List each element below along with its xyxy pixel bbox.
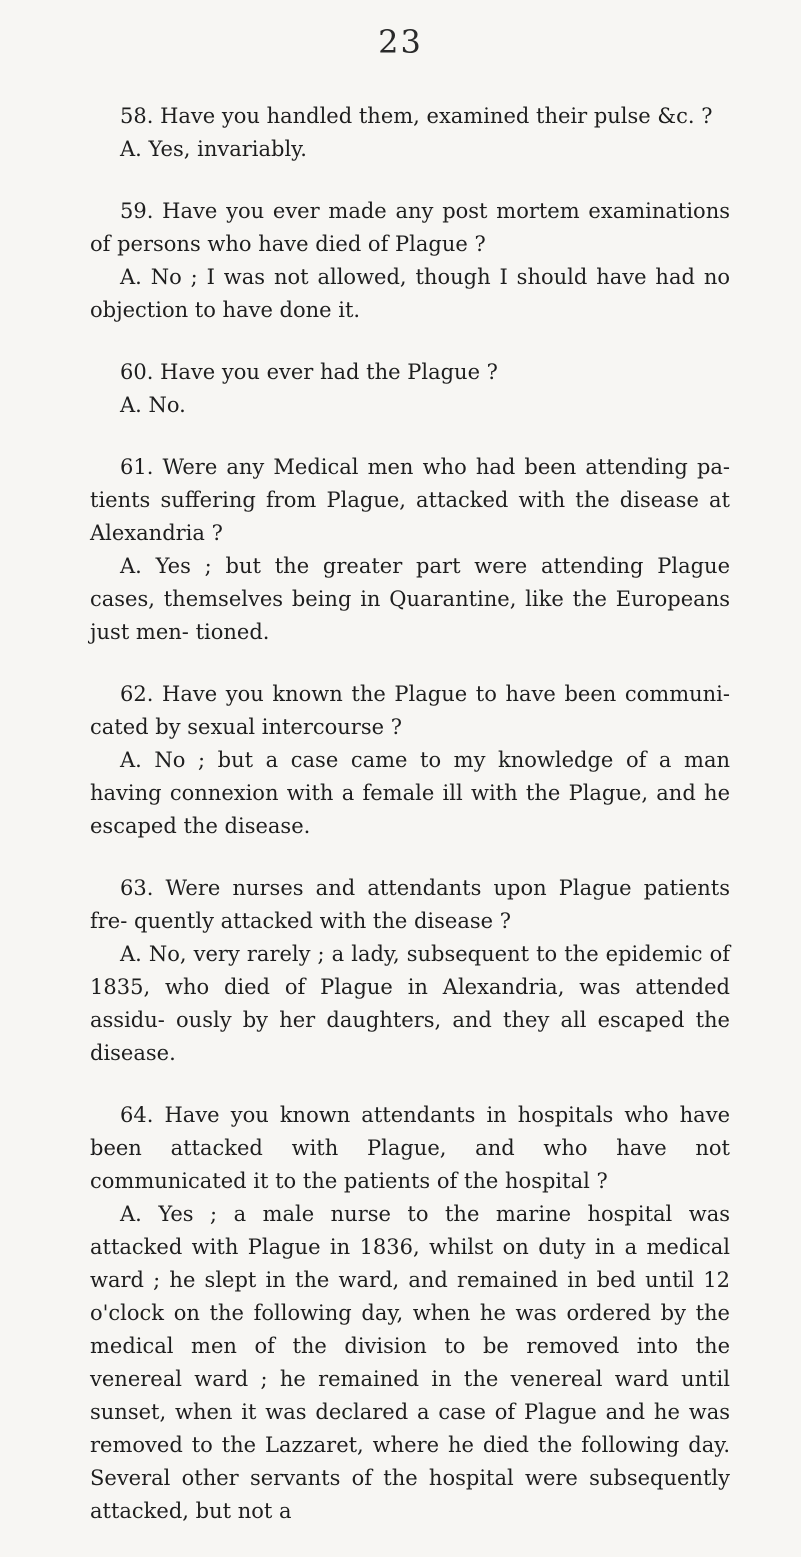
question-64: 64. Have you known attendants in hospitals who have been attacked with Plague, and who have not communicated it to the patients of the hospital ? (90, 1103, 730, 1193)
answer-63: A. No, very rarely ; a lady, subsequent to the epidemic of 1835, who died of Plague in Alexandria, was attended assidu- ously by her daughters, and they all escaped the disease. (90, 942, 730, 1065)
entry-61 (90, 451, 730, 649)
answer-60: A. No. (120, 393, 186, 417)
question-61: 61. Were any Medical men who had been attending pa- tients suffering from Plague, attacked with the disease at Alexandria ? (90, 455, 730, 545)
entry-60 (90, 356, 730, 422)
entry-63 (90, 872, 730, 1070)
answer-61: A. Yes ; but the greater part were attending Plague cases, themselves being in Quarantine, like the Europeans just men- tioned. (90, 554, 730, 644)
question-63: 63. Were nurses and attendants upon Plague patients fre- quently attacked with the disease ? (90, 876, 730, 933)
entry-59 (90, 195, 730, 327)
entry-64 (90, 1099, 730, 1528)
answer-58: A. Yes, invariably. (120, 137, 307, 161)
question-58: 58. Have you handled them, examined their pulse &c. ? (120, 104, 713, 128)
page-body (90, 100, 730, 1557)
entry-62 (90, 678, 730, 843)
entry-58 (90, 100, 730, 166)
answer-62: A. No ; but a case came to my knowledge of a man having connexion with a female ill with the Plague, and he escaped the disease. (90, 748, 730, 838)
question-59: 59. Have you ever made any post mortem examinations of persons who have died of Plague ? (90, 199, 730, 256)
answer-64: A. Yes ; a male nurse to the marine hospital was attacked with Plague in 1836, whilst on duty in a medical ward ; he slept in the ward, and remained in bed until 12 o'clock on the following day, when he was ordered by the medical men of the division to be removed into the venereal ward ; he remained in the venereal ward until sunset, when it was declared a case of Plague and he was removed to the Lazzaret, where he died the following day. Several other servants of the hospital were subsequently attacked, but not a (90, 1202, 730, 1523)
question-62: 62. Have you known the Plague to have been communi- cated by sexual intercourse ? (90, 682, 730, 739)
answer-59: A. No ; I was not allowed, though I should have had no objection to have done it. (90, 265, 730, 322)
page-number: 23 (378, 23, 423, 61)
question-60: 60. Have you ever had the Plague ? (120, 360, 498, 384)
